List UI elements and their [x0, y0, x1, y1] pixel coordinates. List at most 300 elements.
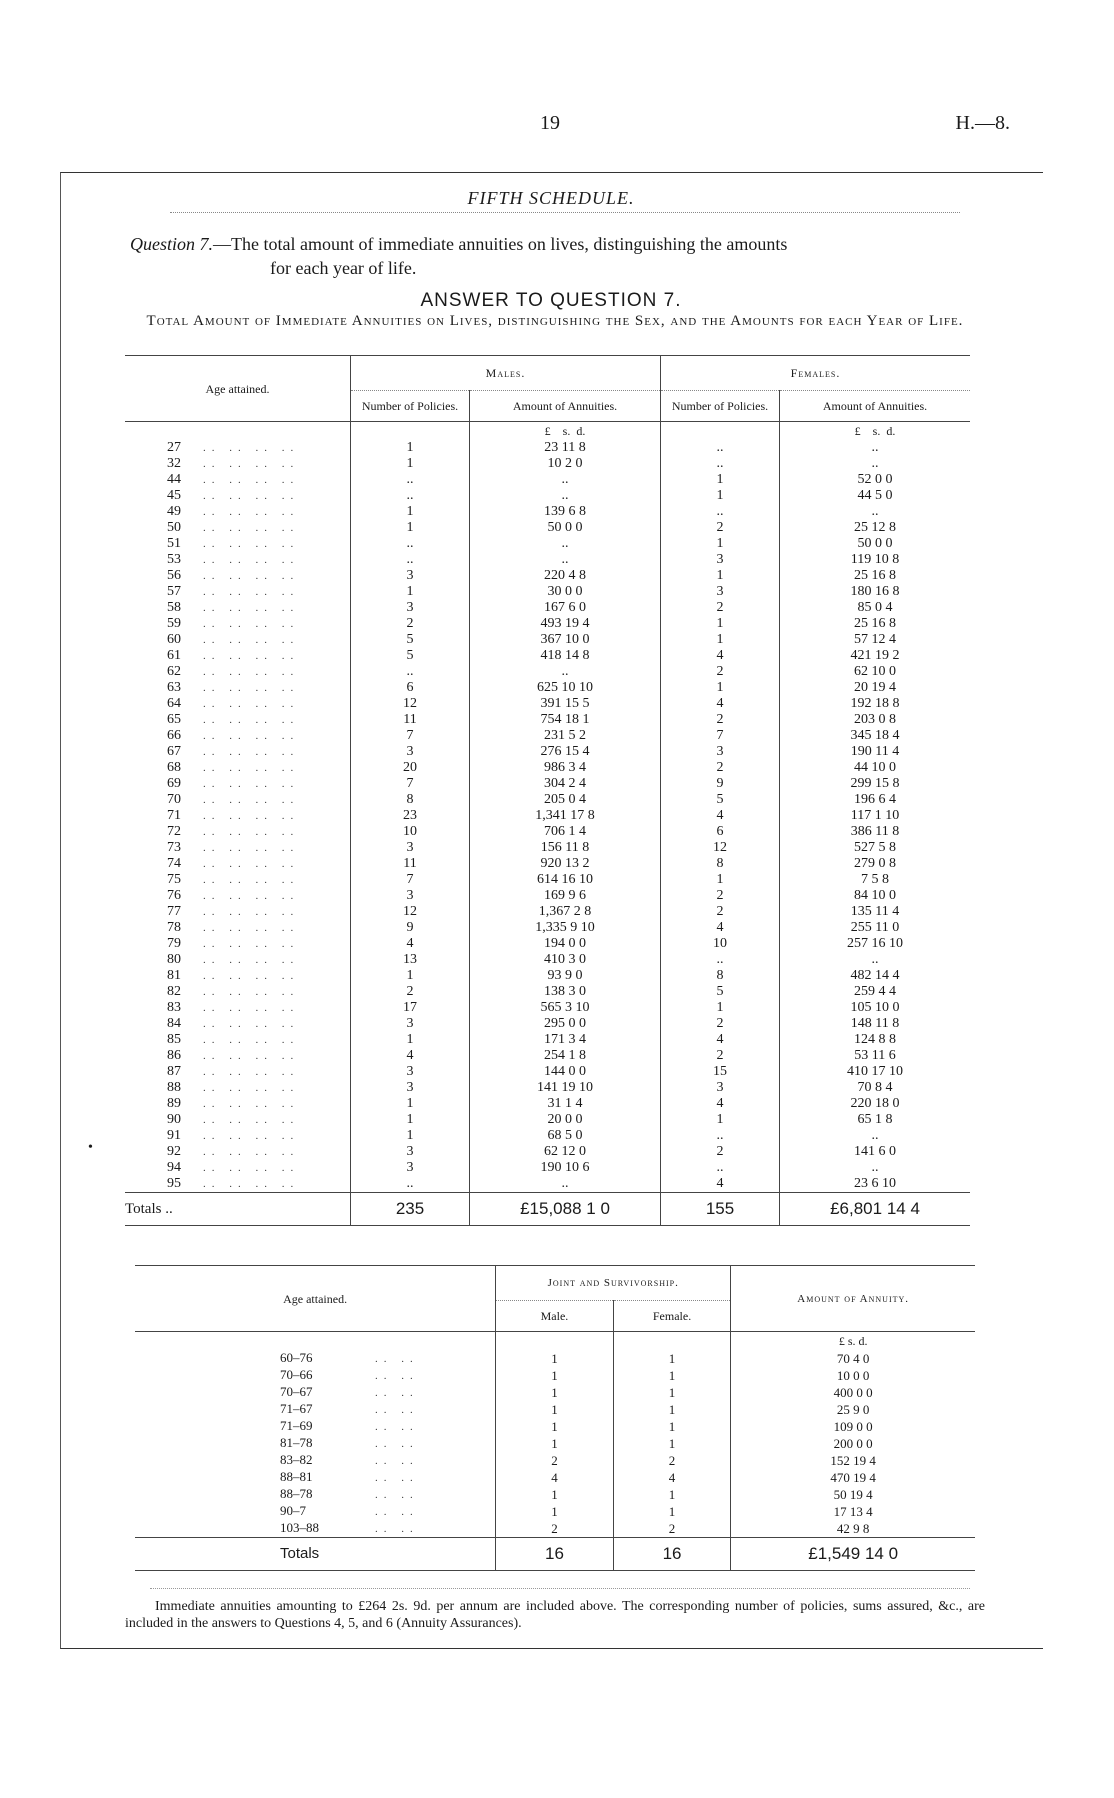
female-amount-cell: 148 11 8 [780, 1016, 971, 1032]
male-cell: 1 [496, 1435, 614, 1452]
male-amount-cell: 920 13 2 [470, 856, 661, 872]
amount-cell: 25 9 0 [731, 1401, 975, 1418]
male-amount-cell: 254 1 8 [470, 1048, 661, 1064]
table-row [125, 1160, 970, 1176]
table-row [125, 776, 970, 792]
male-amount-cell: 190 10 6 [470, 1160, 661, 1176]
table-row [125, 984, 970, 1000]
female-policies-cell: 2 [661, 888, 780, 904]
leader-dots: .. .. .. .. [203, 714, 300, 726]
female-policies-cell: 1 [661, 616, 780, 632]
table-row [125, 968, 970, 984]
divider [170, 212, 960, 213]
age-cell [125, 728, 351, 744]
male-amount-cell: 493 19 4 [470, 616, 661, 632]
male-policies-cell: 10 [351, 824, 470, 840]
male-policies-cell: 1 [351, 456, 470, 472]
table-row [125, 456, 970, 472]
leader-dots: .. .. .. .. [203, 746, 300, 758]
table-row [135, 1486, 975, 1503]
table-row [135, 1367, 975, 1384]
male-amount-cell: 276 15 4 [470, 744, 661, 760]
age-value: 44 [167, 472, 181, 487]
male-policies-cell: 1 [351, 968, 470, 984]
age-value: 56 [167, 568, 181, 583]
male-policies-cell: 3 [351, 1016, 470, 1032]
age-cell [125, 936, 351, 952]
female-cell: 4 [613, 1469, 731, 1486]
age-value: 51 [167, 536, 181, 551]
male-policies-cell: .. [351, 536, 470, 552]
age-cell [125, 1064, 351, 1080]
male-amount-cell: 1,341 17 8 [470, 808, 661, 824]
male-policies-cell: 3 [351, 840, 470, 856]
age-cell [125, 632, 351, 648]
amount-cell: 109 0 0 [731, 1418, 975, 1435]
female-amount-cell: 44 10 0 [780, 760, 971, 776]
leader-dots: .. .. .. .. [203, 474, 300, 486]
female-amount-cell: 25 16 8 [780, 616, 971, 632]
leader-dots: .. .. .. .. [203, 586, 300, 598]
t2-female-total: 16 [613, 1538, 731, 1571]
t2-male-header: Male. [496, 1301, 614, 1332]
female-amount-cell: 255 11 0 [780, 920, 971, 936]
age-cell [125, 824, 351, 840]
t2-age-header: Age attained. [135, 1266, 496, 1332]
age-value: 71 [167, 808, 181, 823]
leader-dots: .. .. .. .. [203, 810, 300, 822]
male-amount-cell: 410 3 0 [470, 952, 661, 968]
table-row [125, 1080, 970, 1096]
table-row [125, 648, 970, 664]
leader-dots: .. .. .. .. [203, 874, 300, 886]
age-cell [125, 616, 351, 632]
table-row [125, 728, 970, 744]
male-amount-cell: 138 3 0 [470, 984, 661, 1000]
female-amount-cell: 190 11 4 [780, 744, 971, 760]
leader-dots: .. .. .. .. [203, 762, 300, 774]
female-amount-cell: .. [780, 456, 971, 472]
leader-dots: .. .. .. .. [203, 682, 300, 694]
age-cell [125, 1000, 351, 1016]
totals-label: Totals .. [125, 1193, 351, 1226]
age-cell [125, 456, 351, 472]
female-amount-cell: .. [780, 1160, 971, 1176]
leader-dots: .. .. .. .. [203, 538, 300, 550]
male-policies-cell: 23 [351, 808, 470, 824]
age-value: 103–88 [280, 1520, 319, 1535]
female-policies-cell: 4 [661, 808, 780, 824]
age-value: 84 [167, 1016, 181, 1031]
female-amount-cell: 482 14 4 [780, 968, 971, 984]
table-row [125, 520, 970, 536]
female-policies-cell: 1 [661, 632, 780, 648]
male-policies-cell: 2 [351, 616, 470, 632]
table-row [125, 1096, 970, 1112]
age-value: 94 [167, 1160, 181, 1175]
age-cell [125, 536, 351, 552]
female-cell: 1 [613, 1384, 731, 1401]
female-amount-cell: .. [780, 1128, 971, 1144]
male-amount-cell: 625 10 10 [470, 680, 661, 696]
table-subtitle: Total Amount of Immediate Annuities on Lives, distinguishing the Sex, and the Amounts for each Year of Life. [146, 313, 964, 329]
female-amount-cell: 259 4 4 [780, 984, 971, 1000]
leader-dots: .. .. .. .. [203, 1130, 300, 1142]
table-row [125, 1000, 970, 1016]
female-policies-cell: 1 [661, 1112, 780, 1128]
table-row [135, 1384, 975, 1401]
age-cell [135, 1435, 496, 1452]
female-amount-cell: 85 0 4 [780, 600, 971, 616]
female-amount-cell: 279 0 8 [780, 856, 971, 872]
male-policies-cell: 1 [351, 504, 470, 520]
table-row [135, 1435, 975, 1452]
t2-units: £ s. d. [731, 1332, 975, 1351]
footnote: Immediate annuities amounting to £264 2s. 9d. per annum are included above. The corresponding number of policies, sums assured, &c., are included in the answers to Questions 4, 5, and 6 (Annuity Assurances). [125, 1599, 985, 1631]
female-amount-cell: 141 6 0 [780, 1144, 971, 1160]
male-cell: 2 [496, 1452, 614, 1469]
female-amount-cell: 52 0 0 [780, 472, 971, 488]
leader-dots: .. .. [375, 1387, 419, 1399]
male-amount-cell: .. [470, 488, 661, 504]
age-value: 60–76 [280, 1350, 313, 1365]
male-policies-cell: 3 [351, 568, 470, 584]
male-amount-cell: 418 14 8 [470, 648, 661, 664]
female-policies-cell: 1 [661, 872, 780, 888]
leader-dots: .. .. .. .. [203, 554, 300, 566]
female-policies-cell: 2 [661, 1144, 780, 1160]
age-cell [125, 664, 351, 680]
female-amount-cell: 57 12 4 [780, 632, 971, 648]
male-amount-header: Amount of Annuities. [470, 391, 661, 422]
female-policies-cell: 5 [661, 792, 780, 808]
leader-dots: .. .. [375, 1438, 419, 1450]
document-reference: H.—8. [955, 112, 1010, 134]
age-cell [125, 1160, 351, 1176]
male-amount-cell: 171 3 4 [470, 1032, 661, 1048]
leader-dots: .. .. [375, 1489, 419, 1501]
age-value: 83–82 [280, 1452, 313, 1467]
male-policies-cell: 3 [351, 1064, 470, 1080]
female-amount-cell: 421 19 2 [780, 648, 971, 664]
female-amount-cell: 527 5 8 [780, 840, 971, 856]
table-row [135, 1520, 975, 1538]
female-policies-cell: 8 [661, 856, 780, 872]
age-value: 66 [167, 728, 181, 743]
female-policies-cell: 3 [661, 584, 780, 600]
female-policies-cell: 1 [661, 536, 780, 552]
table-row [125, 568, 970, 584]
age-value: 77 [167, 904, 181, 919]
female-policies-cell: 3 [661, 1080, 780, 1096]
male-policies-cell: .. [351, 1176, 470, 1193]
age-value: 73 [167, 840, 181, 855]
male-amount-cell: 141 19 10 [470, 1080, 661, 1096]
table-row [125, 1016, 970, 1032]
female-amount-cell: 124 8 8 [780, 1032, 971, 1048]
t2-totals-label: Totals [135, 1538, 496, 1571]
age-cell [135, 1384, 496, 1401]
female-cell: 1 [613, 1418, 731, 1435]
male-policies-cell: 7 [351, 776, 470, 792]
female-amount-cell: 7 5 8 [780, 872, 971, 888]
male-amount-total: £15,088 1 0 [470, 1193, 661, 1226]
male-policies-cell: 3 [351, 1144, 470, 1160]
male-amount-cell: 304 2 4 [470, 776, 661, 792]
male-policies-cell: 5 [351, 648, 470, 664]
female-amount-cell: 25 12 8 [780, 520, 971, 536]
male-cell: 1 [496, 1503, 614, 1520]
table-row [125, 1064, 970, 1080]
male-policies-cell: 7 [351, 728, 470, 744]
age-cell [125, 776, 351, 792]
annuities-by-age-table [125, 355, 970, 1226]
age-cell [125, 1032, 351, 1048]
age-cell [125, 680, 351, 696]
age-cell [125, 1096, 351, 1112]
age-value: 60 [167, 632, 181, 647]
divider [150, 1588, 970, 1589]
male-amount-cell: 23 11 8 [470, 440, 661, 456]
female-policies-cell: 4 [661, 696, 780, 712]
male-policies-cell: 20 [351, 760, 470, 776]
age-cell [135, 1520, 496, 1538]
female-cell: 2 [613, 1452, 731, 1469]
leader-dots: .. .. [375, 1506, 419, 1518]
male-cell: 1 [496, 1486, 614, 1503]
age-cell [125, 504, 351, 520]
female-policies-cell: 4 [661, 920, 780, 936]
male-amount-cell: .. [470, 664, 661, 680]
female-amount-cell: 345 18 4 [780, 728, 971, 744]
leader-dots: .. .. .. .. [203, 794, 300, 806]
t2-amount-header: Amount of Annuity. [731, 1266, 975, 1332]
age-cell [135, 1367, 496, 1384]
margin-bullet: • [88, 1140, 93, 1155]
age-value: 70–66 [280, 1367, 313, 1382]
answer-title: ANSWER TO QUESTION 7. [420, 290, 682, 311]
leader-dots: .. .. .. .. [203, 826, 300, 838]
leader-dots: .. .. .. .. [203, 1114, 300, 1126]
leader-dots: .. .. [375, 1523, 419, 1535]
age-value: 85 [167, 1032, 181, 1047]
male-amount-cell: 68 5 0 [470, 1128, 661, 1144]
age-cell [125, 904, 351, 920]
age-value: 91 [167, 1128, 181, 1143]
amount-cell: 17 13 4 [731, 1503, 975, 1520]
age-value: 71–67 [280, 1401, 313, 1416]
joint-header: Joint and Survivorship. [496, 1266, 731, 1301]
leader-dots: .. .. [375, 1472, 419, 1484]
male-cell: 1 [496, 1418, 614, 1435]
female-amount-cell: 62 10 0 [780, 664, 971, 680]
table-row [125, 664, 970, 680]
age-cell [125, 1016, 351, 1032]
age-cell [125, 840, 351, 856]
age-value: 75 [167, 872, 181, 887]
age-value: 72 [167, 824, 181, 839]
female-policies-cell: 1 [661, 1000, 780, 1016]
female-policies-cell: 4 [661, 1096, 780, 1112]
age-cell [125, 520, 351, 536]
age-cell [135, 1469, 496, 1486]
male-amount-cell: 144 0 0 [470, 1064, 661, 1080]
age-value: 70 [167, 792, 181, 807]
question-text [130, 232, 980, 280]
joint-survivorship-table [135, 1265, 975, 1571]
female-policies-cell: .. [661, 440, 780, 456]
male-amount-cell: 20 0 0 [470, 1112, 661, 1128]
age-value: 68 [167, 760, 181, 775]
female-amount-cell: .. [780, 440, 971, 456]
female-policies-cell: 5 [661, 984, 780, 1000]
female-policies-cell: 9 [661, 776, 780, 792]
age-cell [125, 584, 351, 600]
female-policies-cell: 1 [661, 488, 780, 504]
age-cell [135, 1418, 496, 1435]
male-policies-cell: 1 [351, 1128, 470, 1144]
leader-dots: .. .. .. .. [203, 458, 300, 470]
female-cell: 1 [613, 1486, 731, 1503]
male-amount-cell: .. [470, 536, 661, 552]
amount-cell: 152 19 4 [731, 1452, 975, 1469]
age-value: 63 [167, 680, 181, 695]
male-amount-cell: 31 1 4 [470, 1096, 661, 1112]
leader-dots: .. .. .. .. [203, 858, 300, 870]
leader-dots: .. .. [375, 1370, 419, 1382]
female-policies-cell: 4 [661, 1032, 780, 1048]
male-amount-cell: 1,367 2 8 [470, 904, 661, 920]
table-row [125, 952, 970, 968]
age-value: 65 [167, 712, 181, 727]
age-value: 80 [167, 952, 181, 967]
age-cell [125, 488, 351, 504]
male-policies-cell: 1 [351, 1112, 470, 1128]
age-cell [135, 1503, 496, 1520]
female-amount-cell: 53 11 6 [780, 1048, 971, 1064]
age-cell [125, 952, 351, 968]
table-row [125, 904, 970, 920]
male-amount-cell: 367 10 0 [470, 632, 661, 648]
male-amount-cell: 169 9 6 [470, 888, 661, 904]
age-value: 83 [167, 1000, 181, 1015]
male-amount-cell: 614 16 10 [470, 872, 661, 888]
female-amount-cell: .. [780, 952, 971, 968]
leader-dots: .. .. .. .. [203, 490, 300, 502]
age-cell [125, 872, 351, 888]
table-row [125, 504, 970, 520]
age-value: 81–78 [280, 1435, 313, 1450]
age-value: 89 [167, 1096, 181, 1111]
female-policies-cell: .. [661, 504, 780, 520]
table-row [125, 440, 970, 456]
age-cell [125, 968, 351, 984]
table-row [125, 1032, 970, 1048]
leader-dots: .. .. .. .. [203, 650, 300, 662]
leader-dots: .. .. .. .. [203, 1034, 300, 1046]
age-cell [125, 1048, 351, 1064]
male-amount-cell: 754 18 1 [470, 712, 661, 728]
female-policies-cell: .. [661, 456, 780, 472]
t2-amount-total: £1,549 14 0 [731, 1538, 975, 1571]
leader-dots: .. .. .. .. [203, 970, 300, 982]
age-cell [125, 888, 351, 904]
table-row [125, 760, 970, 776]
leader-dots: .. .. .. .. [203, 1146, 300, 1158]
table-row [125, 488, 970, 504]
female-cell: 1 [613, 1350, 731, 1367]
female-policies-cell: 2 [661, 520, 780, 536]
totals-row [125, 1193, 970, 1226]
table-row [125, 1144, 970, 1160]
age-cell [135, 1486, 496, 1503]
female-policies-cell: 1 [661, 472, 780, 488]
table-row [125, 1176, 970, 1193]
age-value: 53 [167, 552, 181, 567]
female-amount-cell: 196 6 4 [780, 792, 971, 808]
table-row [125, 696, 970, 712]
leader-dots: .. .. .. .. [203, 634, 300, 646]
female-amount-cell: 192 18 8 [780, 696, 971, 712]
female-policies-cell: 15 [661, 1064, 780, 1080]
male-amount-cell: .. [470, 1176, 661, 1193]
male-cell: 2 [496, 1520, 614, 1538]
table-row [125, 744, 970, 760]
female-policies-cell: 10 [661, 936, 780, 952]
leader-dots: .. .. .. .. [203, 698, 300, 710]
leader-dots: .. .. .. .. [203, 842, 300, 854]
leader-dots: .. .. .. .. [203, 1002, 300, 1014]
female-policies-cell: 2 [661, 1016, 780, 1032]
female-policies-header: Number of Policies. [661, 391, 780, 422]
age-value: 76 [167, 888, 181, 903]
female-cell: 1 [613, 1401, 731, 1418]
male-amount-cell: 167 6 0 [470, 600, 661, 616]
age-cell [125, 712, 351, 728]
female-cell: 1 [613, 1503, 731, 1520]
female-cell: 1 [613, 1435, 731, 1452]
amount-cell: 70 4 0 [731, 1350, 975, 1367]
male-amount-cell: 50 0 0 [470, 520, 661, 536]
table-row [125, 680, 970, 696]
question-line-1: —The total amount of immediate annuities on lives, distinguishing the amounts [213, 234, 788, 254]
male-amount-cell: .. [470, 472, 661, 488]
age-value: 90 [167, 1112, 181, 1127]
female-amount-cell: 135 11 4 [780, 904, 971, 920]
leader-dots: .. .. .. .. [203, 1066, 300, 1078]
leader-dots: .. .. [375, 1455, 419, 1467]
t2-male-total: 16 [496, 1538, 614, 1571]
amount-cell: 50 19 4 [731, 1486, 975, 1503]
age-value: 45 [167, 488, 181, 503]
female-policies-cell: 2 [661, 760, 780, 776]
age-cell [125, 440, 351, 456]
age-value: 49 [167, 504, 181, 519]
male-amount-cell: 295 0 0 [470, 1016, 661, 1032]
units-row [125, 422, 970, 441]
table-row [125, 600, 970, 616]
leader-dots: .. .. .. .. [203, 442, 300, 454]
female-amount-cell: 105 10 0 [780, 1000, 971, 1016]
table-row [125, 1128, 970, 1144]
male-amount-cell: 139 6 8 [470, 504, 661, 520]
age-cell [135, 1350, 496, 1367]
male-cell: 4 [496, 1469, 614, 1486]
amount-cell: 470 19 4 [731, 1469, 975, 1486]
age-cell [125, 1080, 351, 1096]
male-amount-cell: 231 5 2 [470, 728, 661, 744]
leader-dots: .. .. .. .. [203, 954, 300, 966]
